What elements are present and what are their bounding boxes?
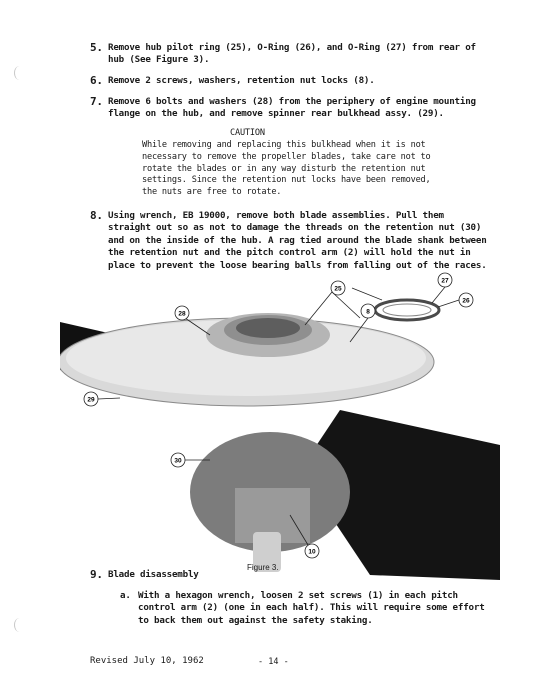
substep-a xyxy=(120,590,490,627)
callout-26-label: 26 xyxy=(462,297,470,305)
callout-8-label: 8 xyxy=(366,308,370,316)
step-number: 5. xyxy=(90,41,103,54)
step-6 xyxy=(90,75,490,87)
step-number: 9. xyxy=(90,568,103,581)
revision-date: Revised July 10, 1962 xyxy=(90,656,204,666)
hub-bore-inner xyxy=(236,318,300,338)
callout-10-label: 10 xyxy=(308,548,316,556)
o-ring-part xyxy=(383,304,431,316)
callout-29-label: 29 xyxy=(87,396,95,404)
caution-title: CAUTION xyxy=(230,128,265,138)
step-number: 6. xyxy=(90,74,103,87)
step-8 xyxy=(90,210,490,272)
step-text: Remove 2 screws, washers, retention nut locks (8). xyxy=(108,75,375,86)
step-text: Using wrench, EB 19000, remove both blade assemblies. Pull them straight out so as not to damage the threads on the retention nut (30) and on the inside of the hub. A rag tied around the blade shank between the retention nut and the pitch control arm (2) will hold the nut in place to prevent the loose bearing balls from falling out of the races. xyxy=(108,210,487,271)
callout-27-label: 27 xyxy=(441,277,449,285)
step-text: Blade disassembly xyxy=(108,569,199,580)
substep-label: a. xyxy=(120,590,131,601)
hole-punch-mark-top xyxy=(14,66,25,80)
callout-28-label: 28 xyxy=(178,310,186,318)
page-number: - 14 - xyxy=(258,657,289,667)
hole-punch-mark-bottom xyxy=(14,618,25,632)
step-text: Remove 6 bolts and washers (28) from the periphery of engine mounting flange on the hub, and remove spinner rear bulkhead assy. (29). xyxy=(108,96,476,120)
figure-3-propeller-hub-photo xyxy=(60,270,500,590)
callout-30-label: 30 xyxy=(174,457,182,465)
figure-caption: Figure 3. xyxy=(247,563,279,572)
step-9 xyxy=(90,569,490,581)
substep-text: With a hexagon wrench, loosen 2 set screws (1) in each pitch control arm (2) (one in each half). This will require some effort to back them out against the safety staking. xyxy=(138,590,485,626)
step-number: 7. xyxy=(90,95,103,108)
step-number: 8. xyxy=(90,209,103,222)
callout-25-label: 25 xyxy=(334,285,342,293)
step-text: Remove hub pilot ring (25), O-Ring (26), and O-Ring (27) from rear of hub (See Figure 3). xyxy=(108,42,476,66)
step-7 xyxy=(90,96,490,121)
pilot-ring-part xyxy=(375,300,439,320)
caution-text: While removing and replacing this bulkhead when it is not necessary to remove the propeller blades, take care not to rotate the blades or in any way disturb the retention nut settings. Since the retention nut locks have been removed, the nuts are free to rotate. xyxy=(142,140,431,198)
step-5 xyxy=(90,42,490,67)
